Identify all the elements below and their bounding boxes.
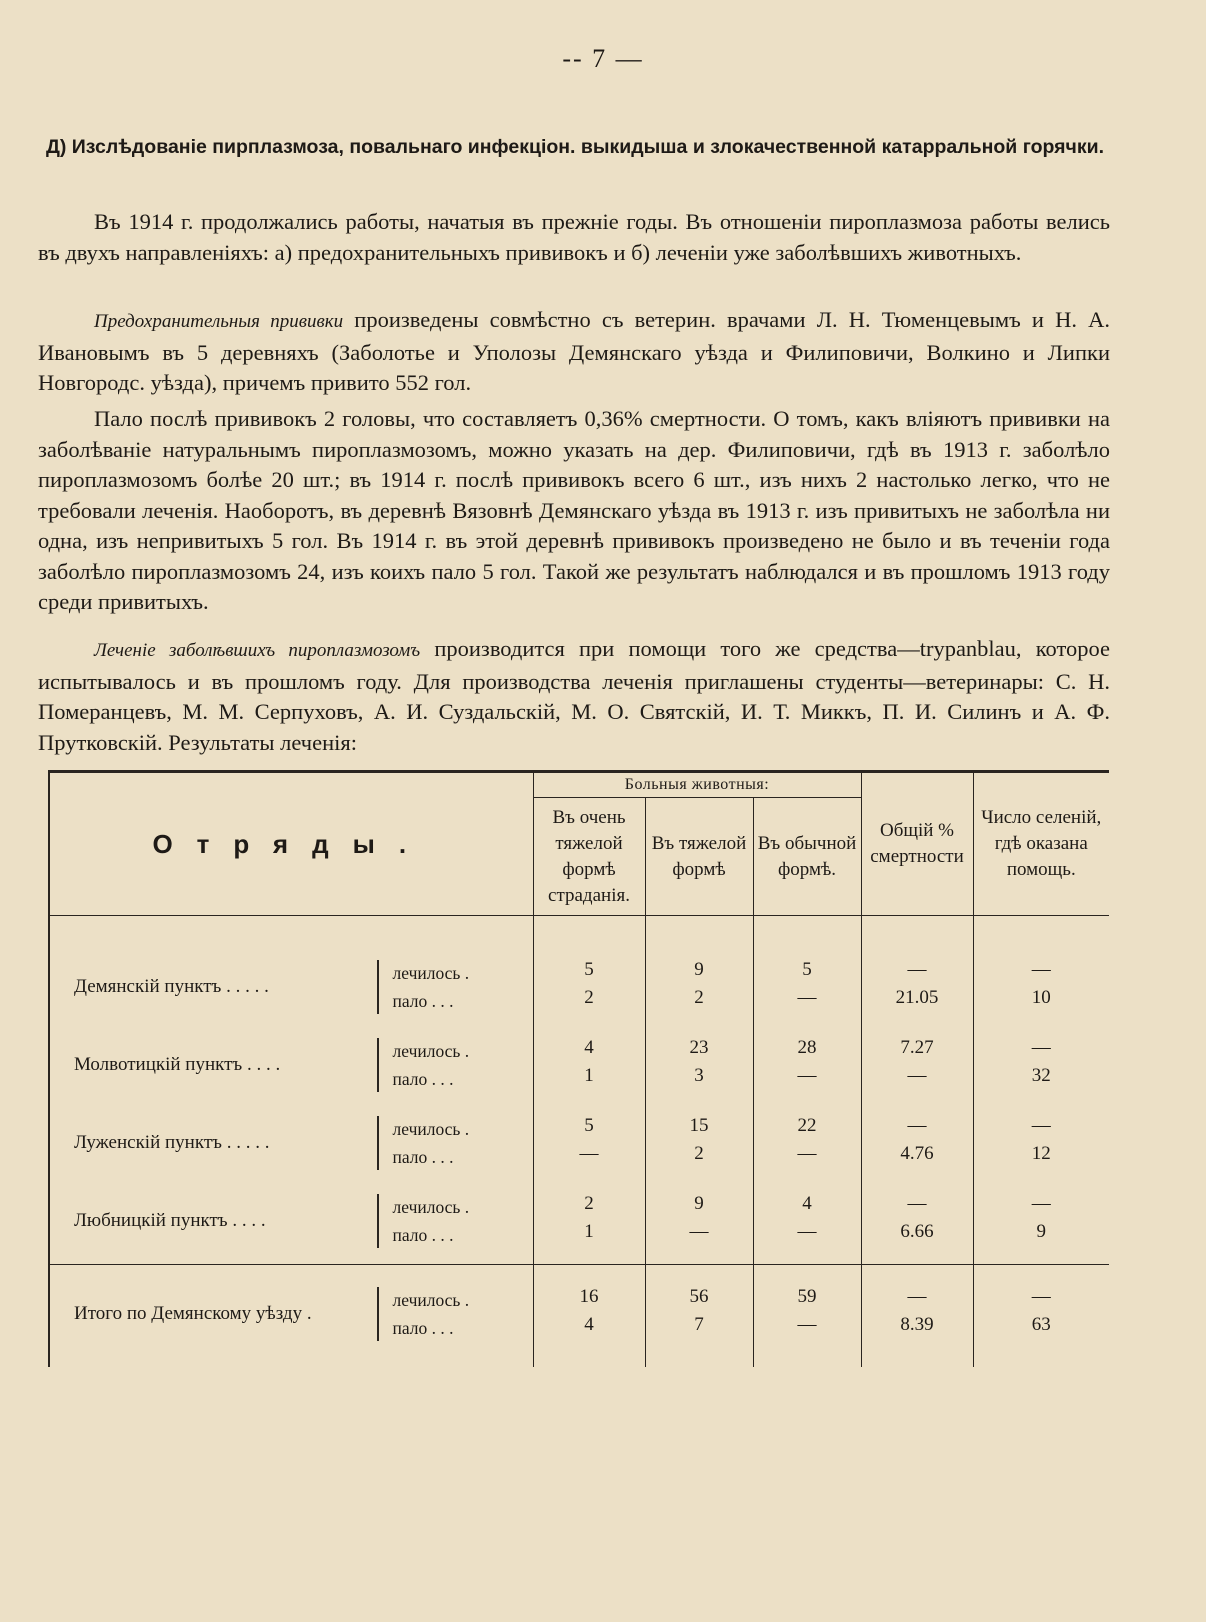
treated-label: лечилось . <box>392 963 470 983</box>
ordinary-cell: 22 — <box>753 1108 861 1186</box>
very-severe-cell: 5 2 <box>533 952 645 1030</box>
severe-cell: 56 7 <box>645 1265 753 1368</box>
unit-name: Луженскій пунктъ . . . . . <box>74 1132 270 1153</box>
ordinary-cell: 28 — <box>753 1030 861 1108</box>
very-severe-cell: 16 4 <box>533 1265 645 1368</box>
bracket-line <box>377 1116 379 1170</box>
treated-label: лечилось . <box>392 1290 470 1310</box>
mortality-cell: — 8.39 <box>861 1265 973 1368</box>
died-label: пало . . . <box>392 1069 454 1089</box>
unit-name: Молвотицкій пунктъ . . . . <box>74 1054 281 1075</box>
paragraph-2-text: произведены совмѣстно съ ветерин. врачами Л. Н. Тюменцевымъ и Н. А. Ивановымъ въ 5 деревняхъ (Заболотье и Уполозы Демянскаго уѣзда и Филиповичи, Волкино и Липки Новгородс. уѣзда), причемъ привито 552 гол. <box>38 307 1110 395</box>
died-label: пало . . . <box>392 1318 454 1338</box>
total-label: Итого по Демянскому уѣзду . <box>74 1303 312 1324</box>
severe-cell: 23 3 <box>645 1030 753 1108</box>
header-mortality: Общій % смертности <box>861 772 973 916</box>
bracket-line <box>377 1038 379 1092</box>
unit-cell <box>49 952 533 1030</box>
unit-cell <box>49 1265 533 1368</box>
table-row <box>49 1186 1109 1265</box>
page-number: -- 7 — <box>562 44 644 73</box>
very-severe-cell: 5 — <box>533 1108 645 1186</box>
villages-cell: — 9 <box>973 1186 1109 1265</box>
paragraph-4 <box>38 634 1110 758</box>
unit-cell <box>49 1186 533 1265</box>
treated-label: лечилось . <box>392 1041 470 1061</box>
severe-cell: 9 2 <box>645 952 753 1030</box>
died-label: пало . . . <box>392 1147 454 1167</box>
treated-label: лечилось . <box>392 1119 470 1139</box>
villages-cell: — 32 <box>973 1030 1109 1108</box>
villages-cell: — 10 <box>973 952 1109 1030</box>
mortality-cell: — 4.76 <box>861 1108 973 1186</box>
header-severe: Въ тяжелой формѣ <box>645 798 753 916</box>
very-severe-cell: 2 1 <box>533 1186 645 1265</box>
paragraph-3 <box>38 404 1110 618</box>
paragraph-4-text: производится при помощи того же средства—trypanblau, которое испытывалось и въ прошломъ году. Для производства леченія приглашены студенты—ветеринары: С. Н. Померанцевъ, М. М. Серпуховъ, А. И. Суздальскій, М. О. Святскій, И. Т. Миккъ, П. И. Силинъ и А. Ф. Прутковскій. Результаты леченія: <box>38 636 1111 755</box>
severe-cell: 9 — <box>645 1186 753 1265</box>
header-very-severe: Въ очень тяжелой формѣ страданія. <box>533 798 645 916</box>
bracket-line <box>377 960 379 1014</box>
ordinary-cell: 4 — <box>753 1186 861 1265</box>
header-units: Отряды. <box>49 772 533 916</box>
unit-cell <box>49 1108 533 1186</box>
very-severe-cell: 4 1 <box>533 1030 645 1108</box>
header-villages: Число селеній, гдѣ оказана помощь. <box>973 772 1109 916</box>
ordinary-cell: 59 — <box>753 1265 861 1368</box>
ordinary-cell: 5 — <box>753 952 861 1030</box>
unit-cell <box>49 1030 533 1108</box>
mortality-cell: — 21.05 <box>861 952 973 1030</box>
died-label: пало . . . <box>392 991 454 1011</box>
treated-label: лечилось . <box>392 1197 470 1217</box>
died-label: пало . . . <box>392 1225 454 1245</box>
spacer-row <box>49 916 1109 953</box>
unit-name: Любницкій пунктъ . . . . <box>74 1210 266 1231</box>
total-row <box>49 1265 1109 1368</box>
paragraph-2 <box>38 305 1110 399</box>
paragraph-1 <box>38 207 1110 268</box>
bracket-line <box>377 1194 379 1248</box>
severe-cell: 15 2 <box>645 1108 753 1186</box>
unit-name: Демянскій пунктъ . . . . . <box>74 976 269 997</box>
villages-cell: — 12 <box>973 1108 1109 1186</box>
section-heading: Д) Изслѣдованіе пирплазмоза, повальнаго инфекціон. выкидыша и злокачественной катарральной горячки. <box>45 136 1105 158</box>
paragraph-2-lead: Предохранительныя прививки <box>94 311 344 332</box>
bracket-line <box>377 1287 379 1341</box>
villages-cell: — 63 <box>973 1265 1109 1368</box>
table-row <box>49 1108 1109 1186</box>
header-sick-animals: Больныя животныя: <box>533 772 861 798</box>
table-row <box>49 952 1109 1030</box>
table-row <box>49 1030 1109 1108</box>
mortality-cell: 7.27 — <box>861 1030 973 1108</box>
paragraph-1-text: Въ 1914 г. продолжались работы, начатыя въ прежніе годы. Въ отношеніи пироплазмоза работы велись въ двухъ направленіяхъ: а) предохранительныхъ прививокъ и б) леченіи уже заболѣвшихъ животныхъ. <box>38 209 1110 265</box>
treatment-results-table <box>48 770 1109 1367</box>
paragraph-4-lead: Леченіе заболѣвшихъ пироплазмозомъ <box>94 640 421 661</box>
header-ordinary: Въ обычной формѣ. <box>753 798 861 916</box>
mortality-cell: — 6.66 <box>861 1186 973 1265</box>
paragraph-3-text: Пало послѣ прививокъ 2 головы, что составляетъ 0,36% смертности. О томъ, какъ вліяютъ прививки на заболѣваніе натуральнымъ пироплазмозомъ, можно указать на дер. Филиповичи, гдѣ въ 1913 г. заболѣло пироплазмозомъ болѣе 20 шт.; въ 1914 г. послѣ прививокъ всего 6 шт., изъ нихъ 2 настолько легко, что не требовали леченія. Наоборотъ, въ деревнѣ Вязовнѣ Демянскаго уѣзда въ 1913 г. изъ привитыхъ не заболѣла ни одна, изъ непривитыхъ 5 гол. Въ 1914 г. въ этой деревнѣ прививокъ произведено не было и въ теченіи года заболѣло пироплазмозомъ 24, изъ коихъ пало 5 гол. Такой же результатъ наблюдался и въ прошломъ 1913 году среди привитыхъ. <box>38 406 1110 614</box>
